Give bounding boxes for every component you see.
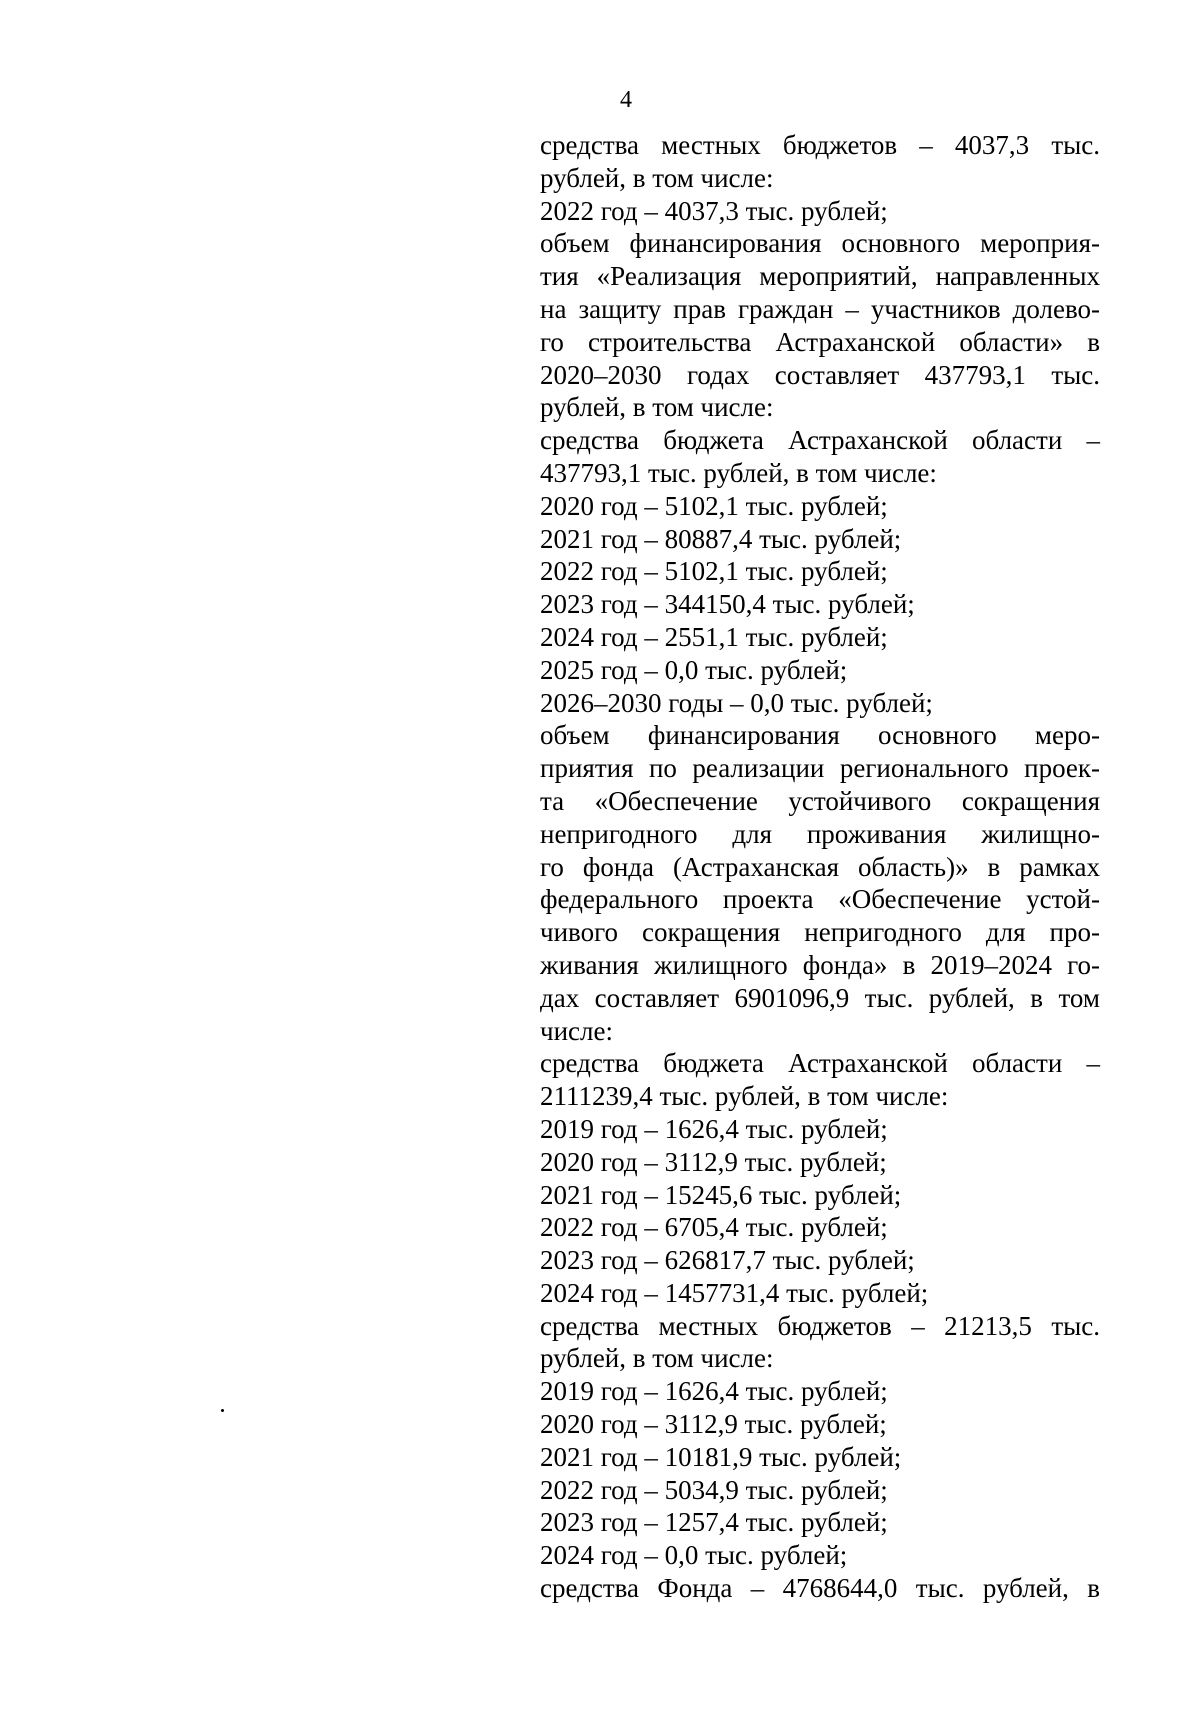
text-line: живания жилищного фонда» в 2019–2024 го- bbox=[540, 949, 1100, 980]
text-line: 437793,1 тыс. рублей, в том числе: bbox=[540, 457, 937, 488]
text-line: тия «Реализация мероприятий, направленных bbox=[540, 261, 1100, 292]
page-number: 4 bbox=[620, 87, 632, 113]
text-line: 2024 год – 0,0 тыс. рублей; bbox=[540, 1540, 848, 1571]
text-line: средства местных бюджетов – 21213,5 тыс. bbox=[540, 1310, 1100, 1341]
text-line: объем финансирования основного мероприя- bbox=[540, 228, 1100, 259]
text-line: та «Обеспечение устойчивого сокращения bbox=[540, 785, 1100, 816]
text-line: средства местных бюджетов – 4037,3 тыс. bbox=[540, 130, 1100, 160]
text-line: 2022 год – 5034,9 тыс. рублей; bbox=[540, 1474, 888, 1505]
text-line: средства бюджета Астраханской области – bbox=[540, 1048, 1100, 1079]
text-line: средства Фонда – 4768644,0 тыс. рублей, в bbox=[540, 1573, 1100, 1604]
text-line: чивого сокращения непригодного для про- bbox=[540, 917, 1100, 948]
text-line: дах составляет 6901096,9 тыс. рублей, в том bbox=[540, 982, 1100, 1013]
text-line: 2019 год – 1626,4 тыс. рублей; bbox=[540, 1113, 888, 1144]
text-line: 2019 год – 1626,4 тыс. рублей; bbox=[540, 1376, 888, 1407]
text-line: 2022 год – 5102,1 тыс. рублей; bbox=[540, 556, 888, 587]
text-line: 2020–2030 годах составляет 437793,1 тыс. bbox=[540, 359, 1100, 390]
text-line: 2023 год – 1257,4 тыс. рублей; bbox=[540, 1507, 888, 1538]
text-line: 2021 год – 80887,4 тыс. рублей; bbox=[540, 523, 902, 554]
text-line: 2020 год – 3112,9 тыс. рублей; bbox=[540, 1146, 887, 1177]
text-line: 2024 год – 2551,1 тыс. рублей; bbox=[540, 621, 888, 652]
body-text bbox=[540, 129, 1100, 1605]
text-line: федерального проекта «Обеспечение устой- bbox=[540, 884, 1100, 915]
text-line: 2023 год – 344150,4 тыс. рублей; bbox=[540, 589, 915, 620]
text-line: 2024 год – 1457731,4 тыс. рублей; bbox=[540, 1277, 929, 1308]
text-line: 2021 год – 15245,6 тыс. рублей; bbox=[540, 1179, 902, 1210]
text-line: 2025 год – 0,0 тыс. рублей; bbox=[540, 654, 848, 685]
scan-speck bbox=[221, 1409, 224, 1412]
text-line: 2022 год – 6705,4 тыс. рублей; bbox=[540, 1212, 888, 1243]
text-line: 2022 год – 4037,3 тыс. рублей; bbox=[540, 195, 888, 226]
text-line: непригодного для проживания жилищно- bbox=[540, 818, 1100, 849]
text-line: 2026–2030 годы – 0,0 тыс. рублей; bbox=[540, 687, 933, 718]
text-line: 2021 год – 10181,9 тыс. рублей; bbox=[540, 1441, 902, 1472]
text-line: рублей, в том числе: bbox=[540, 162, 774, 193]
text-line: объем финансирования основного меро- bbox=[540, 720, 1100, 751]
text-line: 2023 год – 626817,7 тыс. рублей; bbox=[540, 1245, 915, 1276]
text-line: приятия по реализации регионального проек- bbox=[540, 753, 1100, 784]
text-line: 2020 год – 5102,1 тыс. рублей; bbox=[540, 490, 888, 521]
text-line: го фонда (Астраханская область)» в рамках bbox=[540, 851, 1100, 882]
text-line: рублей, в том числе: bbox=[540, 1343, 774, 1374]
text-line: 2111239,4 тыс. рублей, в том числе: bbox=[540, 1081, 949, 1112]
text-line: рублей, в том числе: bbox=[540, 392, 774, 423]
text-line: числе: bbox=[540, 1015, 613, 1046]
text-line: го строительства Астраханской области» в bbox=[540, 326, 1100, 357]
text-line: средства бюджета Астраханской области – bbox=[540, 425, 1100, 456]
text-line: 2020 год – 3112,9 тыс. рублей; bbox=[540, 1409, 887, 1440]
text-line: на защиту прав граждан – участников долево- bbox=[540, 293, 1100, 324]
